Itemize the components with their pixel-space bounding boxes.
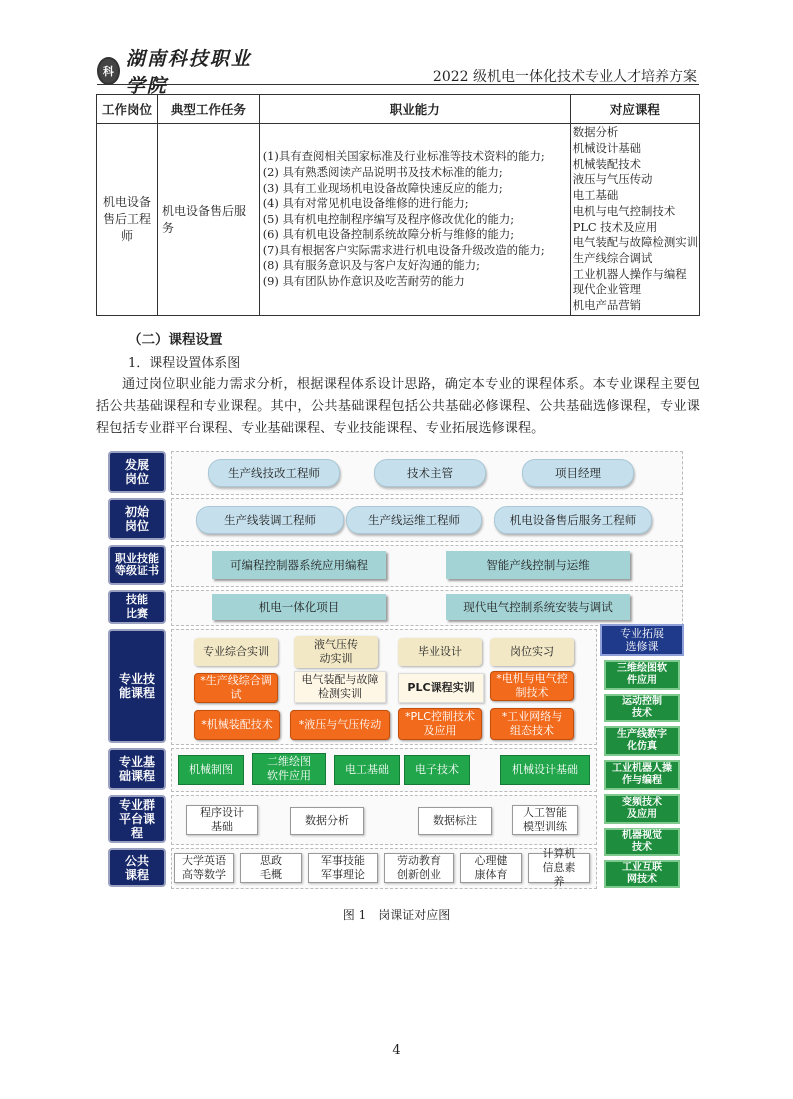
core-skill-course: *PLC控制技术及应用 — [398, 708, 482, 740]
skill-course: 电气装配与故障检测实训 — [294, 671, 386, 703]
school-logo — [97, 48, 257, 97]
dev-position: 技术主管 — [374, 459, 486, 487]
section-subheading: 1．课程设置体系图 — [128, 356, 241, 371]
row-label-skill: 专业技能课程 — [108, 629, 166, 743]
job-position-cell: 机电设备售后工程师 — [97, 124, 158, 316]
public-course: 计算机信息素养 — [528, 853, 590, 883]
ability-item: (1)具有查阅相关国家标准及行业标准等技术资料的能力; — [262, 149, 545, 164]
ability-item: (8) 具有服务意识及与客户友好沟通的能力; — [262, 258, 480, 273]
elective-course: 生产线数字化仿真 — [604, 726, 680, 756]
platform-course: 数据标注 — [418, 807, 492, 835]
figure-caption: 图 1 岗课证对应图 — [342, 908, 451, 922]
job-task-cell: 机电设备售后服务 — [157, 124, 259, 316]
certificate-item: 智能产线控制与运维 — [446, 551, 630, 579]
skill-course: 液气压传动实训 — [294, 636, 378, 668]
ability-item: (9) 具有团队协作意识及吃苦耐劳的能力 — [262, 274, 465, 289]
table-header: 典型工作任务 — [157, 95, 259, 124]
table-header: 职业能力 — [259, 95, 570, 124]
table-row — [97, 124, 700, 316]
ability-item: (7)具有根据客户实际需求进行机电设备升级改造的能力; — [262, 242, 545, 257]
row-label-platform: 专业群平台课程 — [108, 795, 166, 843]
core-skill-course: *工业网络与组态技术 — [490, 708, 574, 740]
skill-course: 毕业设计 — [398, 638, 482, 666]
dev-position: 生产线技改工程师 — [208, 459, 340, 487]
body-paragraph: 通过岗位职业能力需求分析，根据课程体系设计思路，确定本专业的课程体系。本专业课程主要包括公共基础课程和专业课程。其中，公共基础课程包括公共基础必修课程、公共基础选修课程，专业课程包括专业群平台课程、专业基础课程、专业技能课程、专业拓展选修课程。 — [96, 377, 700, 436]
platform-course: 程序设计基础 — [186, 805, 258, 835]
job-ability-table — [96, 94, 700, 316]
public-course: 大学英语高等数学 — [174, 853, 234, 883]
public-course: 军事技能军事理论 — [308, 853, 378, 883]
ability-item: (2) 具有熟悉阅读产品说明书及技术标准的能力; — [262, 164, 503, 179]
table-header-row — [97, 95, 700, 124]
table-header: 工作岗位 — [97, 95, 158, 124]
row-label-certificate: 职业技能等级证书 — [108, 545, 166, 585]
course-item: 工业机器人操作与编程 — [572, 266, 687, 281]
seal-icon: 科 — [97, 57, 120, 85]
public-course: 思政毛概 — [240, 853, 302, 883]
platform-course: 人工智能模型训练 — [512, 805, 578, 835]
page-header — [97, 48, 699, 97]
basic-course: 机械制图 — [178, 755, 244, 785]
section-heading: （二）课程设置 — [128, 332, 223, 348]
course-item: 生产线综合调试 — [572, 250, 653, 265]
document-title: 2022 级机电一体化技术专业人才培养方案 — [432, 69, 697, 85]
course-item: 机电产品营销 — [572, 298, 642, 313]
basic-course: 电工基础 — [334, 755, 400, 785]
course-item: 电气装配与故障检测实训 — [572, 235, 698, 250]
initial-position: 生产线装调工程师 — [196, 506, 344, 534]
course-system-diagram — [108, 449, 688, 889]
page-number: 4 — [392, 1043, 401, 1058]
elective-course: 机器视觉技术 — [604, 828, 680, 856]
core-skill-course: *电机与电气控制技术 — [490, 671, 574, 701]
elective-course: 变频技术及应用 — [604, 794, 680, 824]
course-item: 机械设计基础 — [572, 140, 642, 155]
dev-position: 项目经理 — [522, 459, 634, 487]
basic-course: 机械设计基础 — [500, 755, 590, 785]
core-skill-course: *生产线综合调试 — [194, 673, 278, 703]
course-item: 电机与电气控制技术 — [572, 203, 676, 218]
competition-item: 现代电气控制系统安装与调试 — [446, 594, 630, 620]
courses-cell — [570, 124, 699, 316]
core-skill-course: *机械装配技术 — [194, 710, 280, 740]
course-item: 机械装配技术 — [572, 156, 642, 171]
public-course: 心理健康体育 — [460, 853, 522, 883]
course-item: 数据分析 — [572, 125, 619, 140]
basic-course: 二维绘图软件应用 — [252, 753, 326, 785]
initial-position: 机电设备售后服务工程师 — [494, 506, 652, 534]
ability-item: (6) 具有机电设备控制系统故障分析与维修的能力; — [262, 227, 515, 242]
basic-course: 电子技术 — [404, 755, 470, 785]
platform-course: 数据分析 — [290, 807, 364, 835]
certificate-item: 可编程控制器系统应用编程 — [212, 551, 386, 579]
row-label-basic: 专业基础课程 — [108, 748, 166, 790]
skill-course: 专业综合实训 — [194, 638, 278, 666]
initial-position: 生产线运维工程师 — [346, 506, 482, 534]
row-label-development: 发展岗位 — [108, 451, 166, 493]
row-label-competition: 技能比赛 — [108, 590, 166, 624]
elective-course: 工业机器人操作与编程 — [604, 760, 680, 790]
skill-course: 岗位实习 — [490, 638, 574, 666]
logo-text: 湖南科技职业学院 — [125, 48, 252, 97]
elective-course: 运动控制技术 — [604, 694, 680, 722]
ability-item: (4) 具有对常见机电设备维修的进行能力; — [262, 196, 469, 211]
core-skill-course: *液压与气压传动 — [290, 710, 390, 740]
course-item: 电工基础 — [572, 188, 619, 203]
competition-item: 机电一体化项目 — [212, 594, 386, 620]
abilities-cell — [259, 124, 570, 316]
elective-column — [600, 624, 686, 889]
table-header: 对应课程 — [570, 95, 699, 124]
elective-course: 工业互联网技术 — [604, 860, 680, 888]
course-item: 液压与气压传动 — [572, 172, 653, 187]
skill-course: PLC课程实训 — [398, 673, 484, 703]
course-item: 现代企业管理 — [572, 282, 642, 297]
course-item: PLC 技术及应用 — [572, 219, 658, 234]
public-course: 劳动教育创新创业 — [384, 853, 454, 883]
ability-item: (5) 具有机电控制程序编写及程序修改优化的能力; — [262, 211, 515, 226]
elective-course: 三维绘图软件应用 — [604, 660, 680, 690]
ability-item: (3) 具有工业现场机电设备故障快速反应的能力; — [262, 180, 503, 195]
row-label-public: 公共课程 — [108, 848, 166, 887]
row-label-initial: 初始岗位 — [108, 498, 166, 540]
elective-heading: 专业拓展选修课 — [600, 624, 684, 656]
